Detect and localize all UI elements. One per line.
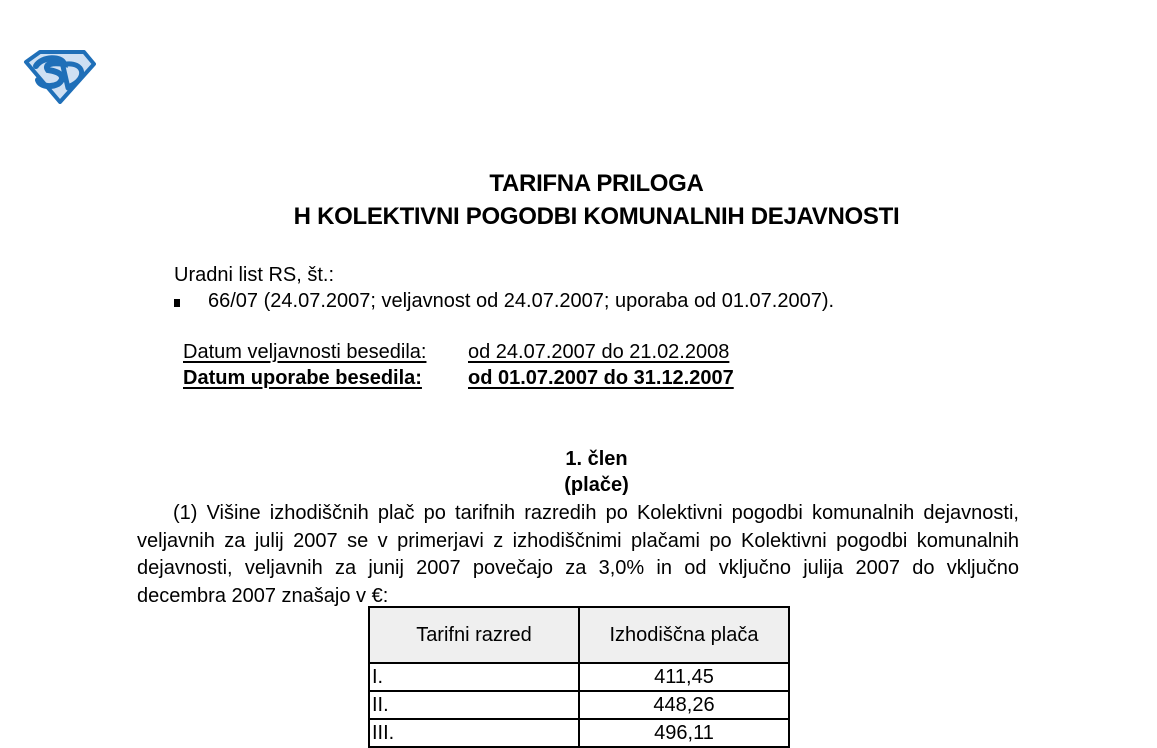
base-salary: 496,11 (579, 719, 789, 747)
gazette-list-item (174, 290, 834, 313)
base-salary: 448,26 (579, 691, 789, 719)
article-number: 1. člen (565, 448, 628, 470)
table-row (369, 691, 789, 719)
column-header-salary: Izhodiščna plača (579, 607, 789, 663)
validity-value: od 24.07.2007 do 21.02.2008 (468, 341, 730, 363)
document-subtitle: H KOLEKTIVNI POGODBI KOMUNALNIH DEJAVNOSTI (293, 203, 900, 230)
application-value: od 01.07.2007 do 31.12.2007 (468, 367, 734, 389)
application-label: Datum uporabe besedila: (183, 367, 422, 389)
base-salary: 411,45 (579, 663, 789, 691)
salary-table (368, 606, 790, 748)
article-paragraph: (1) Višine izhodiščnih plač po tarifnih razredih po Kolektivni pogodbi komunalnih dejavnosti, veljavnih za julij 2007 se v primerjavi z izhodiščnimi plačami po Kolektivni pogodbi komunalnih dejavnosti, veljavnih za junij 2007 povečajo za 3,0% in od vključno julija 2007 do vključno decembra 2007 znašajo v €: (137, 502, 1019, 607)
table-row (369, 663, 789, 691)
gazette-item-text: 66/07 (24.07.2007; veljavnost od 24.07.2007; uporaba od 01.07.2007). (208, 290, 835, 312)
tariff-class: I. (369, 663, 579, 691)
gazette-label: Uradni list RS, št.: (174, 264, 335, 286)
validity-date-row (183, 341, 730, 364)
column-header-class: Tarifni razred (369, 607, 579, 663)
application-date-row (183, 367, 734, 390)
table-header-row (369, 607, 789, 663)
bullet-icon (174, 299, 180, 307)
tariff-class: III. (369, 719, 579, 747)
validity-label: Datum veljavnosti besedila: (183, 341, 427, 363)
tariff-class: II. (369, 691, 579, 719)
article-subtitle: (plače) (564, 474, 629, 496)
document-title: TARIFNA PRILOGA (489, 170, 704, 197)
sd-logo-icon (22, 48, 96, 104)
